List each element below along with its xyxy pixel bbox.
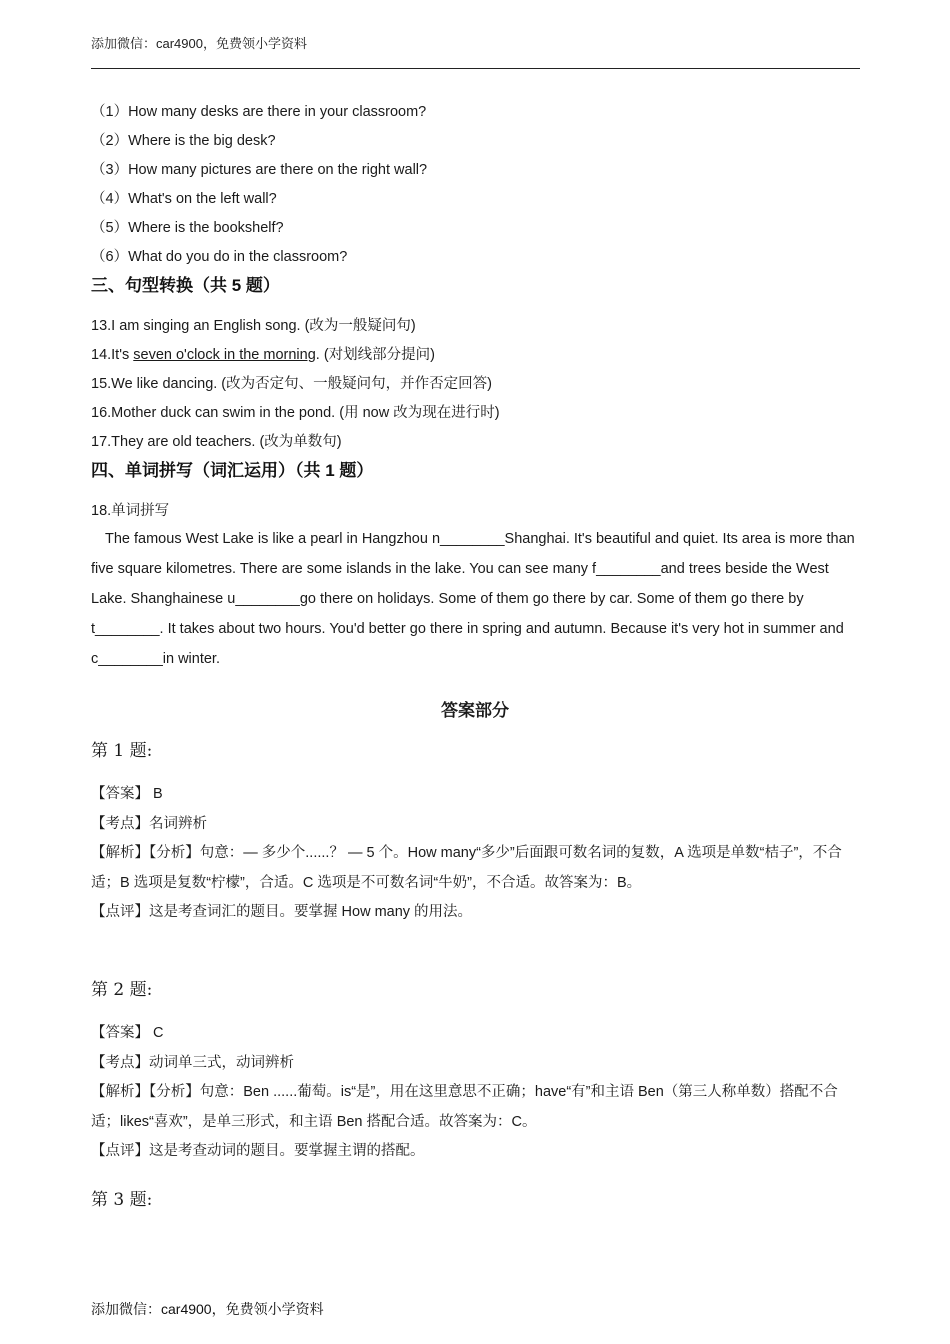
answer-q2-label: 第 2 题: bbox=[91, 980, 153, 1000]
question-17: 17.They are old teachers. (改为单数句) bbox=[91, 434, 342, 450]
answer-q1-block bbox=[91, 780, 863, 928]
answer-q1-comment: 【点评】这是考查词汇的题目。要掌握 How many 的用法。 bbox=[91, 904, 473, 920]
answer-q1-label: 第 1 题: bbox=[91, 741, 153, 761]
answer-q2-block bbox=[91, 1019, 863, 1167]
section3-heading: 三、句型转换（共 5 题） bbox=[91, 276, 280, 295]
question-item-2: （2）Where is the big desk? bbox=[91, 133, 276, 149]
answer-q2-answer: 【答案】 C bbox=[91, 1025, 164, 1041]
header-divider bbox=[91, 68, 860, 69]
question-14-underlined: seven o'clock in the morning bbox=[133, 347, 316, 363]
page-footer: 添加微信：car4900，免费领小学资料 bbox=[91, 1301, 324, 1317]
answer-q2-point: 【考点】动词单三式，动词辨析 bbox=[91, 1054, 294, 1071]
section4-heading: 四、单词拼写（词汇运用）（共 1 题） bbox=[91, 461, 374, 480]
question-item-5: （5）Where is the bookshelf? bbox=[91, 220, 284, 236]
question-13: 13.I am singing an English song. (改为一般疑问句) bbox=[91, 318, 416, 334]
answer-q1-analysis: 【解析】【分析】句意：— 多少个......？ — 5 个。How many“多少”后面跟可数名词的复数，A 选项是单数“桔子”，不合适；B 选项是复数“柠檬”，合适。C 选项是不可数名词“牛奶”，不合适。故答案为：B。 bbox=[91, 845, 842, 891]
answer-q3-label: 第 3 题: bbox=[91, 1190, 153, 1210]
answer-q2-comment: 【点评】这是考查动词的题目。要掌握主谓的搭配。 bbox=[91, 1143, 425, 1159]
page-header: 添加微信：car4900，免费领小学资料 bbox=[91, 36, 307, 51]
cloze-passage: The famous West Lake is like a pearl in Hangzhou n________Shanghai. It's beautiful and quiet. Its area is more than five square kilometres. There are some islands in the lake. You can see many f________and trees beside the West Lake. Shanghainese u________go there on holidays. Some of them go there by car. Some of them go there by t________. It takes about two hours. You'd better go there in spring and autumn. Because it's very hot in summer and c________in winter. bbox=[91, 531, 855, 667]
question-18-title: 18.单词拼写 bbox=[91, 503, 170, 519]
question-15: 15.We like dancing. (改为否定句、一般疑问句，并作否定回答) bbox=[91, 376, 492, 392]
question-item-3: （3）How many pictures are there on the right wall? bbox=[91, 162, 428, 178]
question-14-suffix: . (对划线部分提问) bbox=[315, 347, 435, 363]
question-16: 16.Mother duck can swim in the pond. (用 now 改为现在进行时) bbox=[91, 405, 500, 421]
answers-title: 答案部分 bbox=[441, 701, 509, 720]
answer-q2-analysis: 【解析】【分析】句意：Ben ......葡萄。is“是”，用在这里意思不正确；have“有”和主语 Ben（第三人称单数）搭配不合适；likes“喜欢”，是单三形式，和主语 Ben 搭配合适。故答案为：C。 bbox=[91, 1084, 838, 1130]
answer-q1-answer: 【答案】 B bbox=[91, 786, 163, 802]
question-14 bbox=[91, 345, 435, 365]
answer-q1-point: 【考点】名词辨析 bbox=[91, 815, 207, 832]
question-item-6: （6）What do you do in the classroom? bbox=[91, 249, 348, 265]
question-item-4: （4）What's on the left wall? bbox=[91, 191, 277, 207]
question-item-1: （1）How many desks are there in your classroom? bbox=[91, 104, 427, 120]
question-14-prefix: 14.It's bbox=[91, 347, 134, 363]
